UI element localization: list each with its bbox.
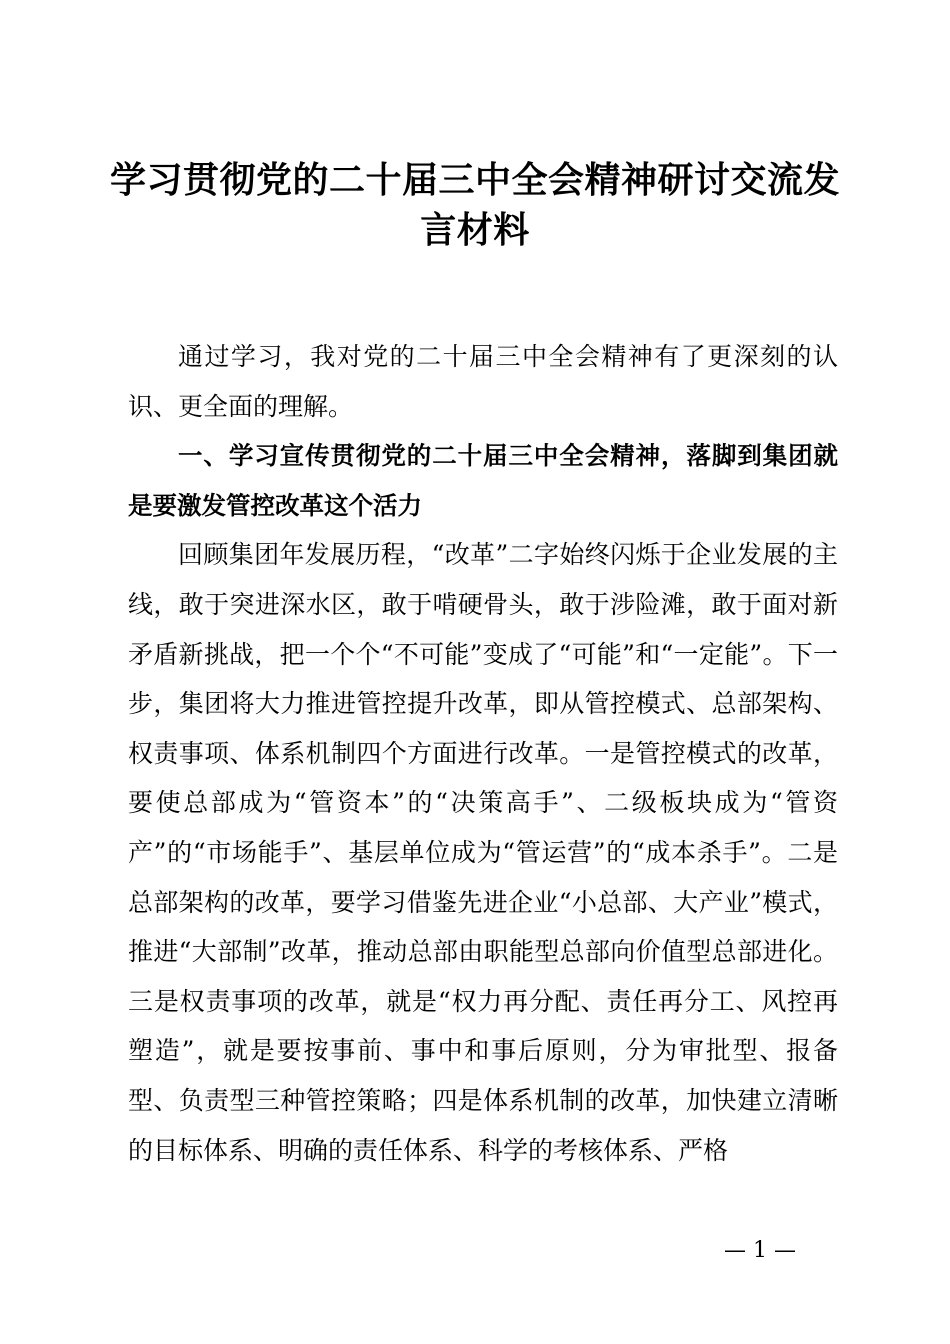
document-title: 学习贯彻党的二十届三中全会精神研讨交流发言材料: [109, 160, 840, 251]
page-number: — 1 —: [724, 1238, 796, 1263]
document-body: [128, 332, 838, 1175]
paragraph-intro: 通过学习，我对党的二十届三中全会精神有了更深刻的认识、更全面的理解。: [128, 342, 838, 421]
paragraph-reform: 回顾集团年发展历程，“改革”二字始终闪烁于企业发展的主线，敢于突进深水区，敢于啃硬骨头，敢于涉险滩，敢于面对新矛盾新挑战，把一个个“不可能”变成了“可能”和“一定能”。下一步，集团将大力推进管控提升改革，即从管控模式、总部架构、权责事项、体系机制四个方面进行改革。一是管控模式的改革，要使总部成为“管资本”的“决策高手”、二级板块成为“管资产”的“市场能手”、基层单位成为“管运营”的“成本杀手”。二是总部架构的改革，要学习借鉴先进企业“小总部、大产业”模式，推进“大部制”改革，推动总部由职能型总部向价值型总部进化。三是权责事项的改革，就是“权力再分配、责任再分工、风控再塑造”，就是要按事前、事中和事后原则，分为审批型、报备型、负责型三种管控策略；四是体系机制的改革，加快建立清晰的目标体系、明确的责任体系、科学的考核体系、严格: [128, 540, 838, 1165]
section-heading-1: 一、学习宣传贯彻党的二十届三中全会精神，落脚到集团就是要激发管控改革这个活力: [128, 441, 838, 520]
